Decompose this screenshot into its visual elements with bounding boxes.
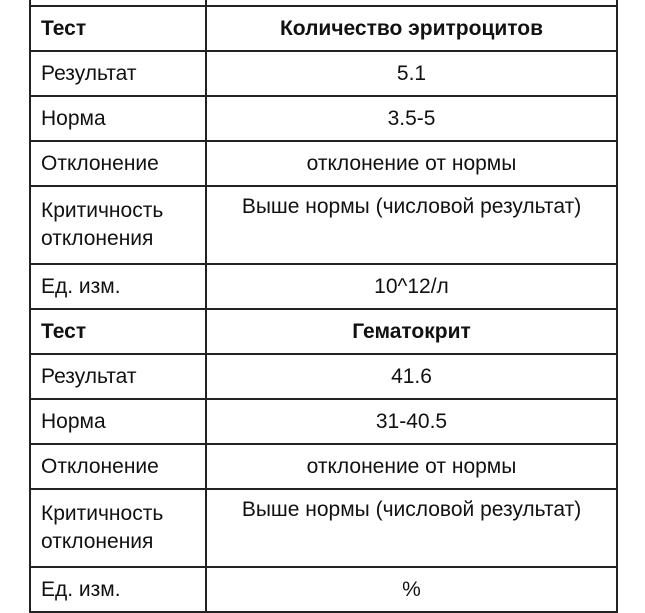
table-row-norm xyxy=(30,399,617,444)
row-label: Результат xyxy=(30,51,206,96)
row-label: Результат xyxy=(30,354,206,399)
row-label: Отклонение xyxy=(30,141,206,186)
row-value: 41.6 xyxy=(206,354,617,399)
row-label: Критичность отклонения xyxy=(30,489,206,567)
row-label: Критичность отклонения xyxy=(30,186,206,264)
table-row-criticality xyxy=(30,186,617,264)
row-value: Выше нормы (числовой результат) xyxy=(206,186,617,264)
row-value: отклонение от нормы xyxy=(206,444,617,489)
row-value: отклонение от нормы xyxy=(206,141,617,186)
table-row-deviation xyxy=(30,141,617,186)
row-label: Норма xyxy=(30,399,206,444)
test-name: Гематокрит xyxy=(206,309,617,354)
table-row-criticality xyxy=(30,489,617,567)
test-label: Тест xyxy=(30,309,206,354)
row-value: 3.5-5 xyxy=(206,96,617,141)
row-value: 10^12/л xyxy=(206,264,617,309)
table-row-deviation xyxy=(30,444,617,489)
table-row-result xyxy=(30,51,617,96)
test-header-row xyxy=(30,6,617,51)
test-name: Количество эритроцитов xyxy=(206,6,617,51)
row-label: Отклонение xyxy=(30,444,206,489)
row-value: % xyxy=(206,567,617,612)
lab-results-table xyxy=(29,0,618,613)
row-value: Выше нормы (числовой результат) xyxy=(206,489,617,567)
table-row-result xyxy=(30,354,617,399)
row-value: 31-40.5 xyxy=(206,399,617,444)
row-label: Ед. изм. xyxy=(30,264,206,309)
table-row-units xyxy=(30,567,617,612)
test-header-row xyxy=(30,309,617,354)
table-row-units xyxy=(30,264,617,309)
row-label: Норма xyxy=(30,96,206,141)
table-row-norm xyxy=(30,96,617,141)
row-label: Ед. изм. xyxy=(30,567,206,612)
test-label: Тест xyxy=(30,6,206,51)
row-value: 5.1 xyxy=(206,51,617,96)
